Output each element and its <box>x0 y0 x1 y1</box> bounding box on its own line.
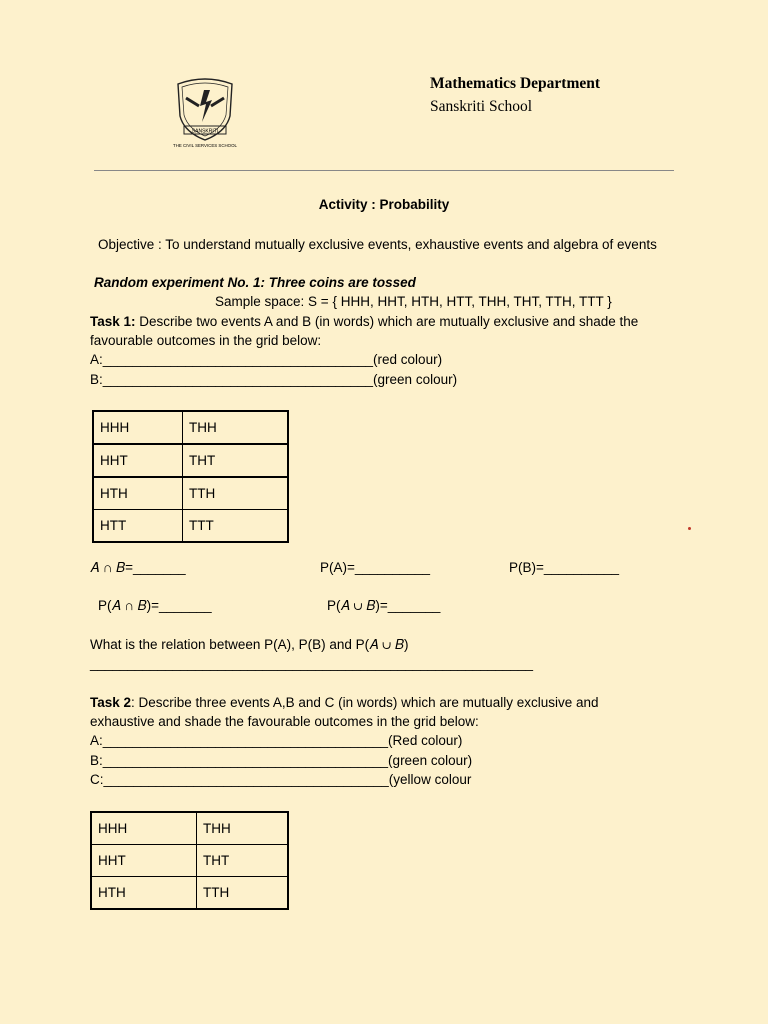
table-row <box>93 444 288 477</box>
sample-space: Sample space: S = { HHH, HHT, HTH, HTT, THH, THT, TTH, TTT } <box>215 294 612 309</box>
probability-a-blank: P(A)=__________ <box>320 560 430 575</box>
header-divider <box>94 170 674 171</box>
task1-description-line1 <box>90 314 638 329</box>
probability-b-blank: P(B)=__________ <box>509 560 619 575</box>
task2-label: Task 2 <box>90 695 132 710</box>
task1-text1: Describe two events A and B (in words) which are mutually exclusive and shade the <box>135 314 639 329</box>
table-row <box>93 477 288 510</box>
table-row <box>91 812 288 845</box>
logo-motto-text: THE CIVIL SERVICES SCHOOL <box>173 143 237 148</box>
school-crest-logo <box>166 76 244 150</box>
grid-cell[interactable]: HHH <box>91 812 197 845</box>
probability-intersection-blank: P(𝐴 ∩ 𝐵)=_______ <box>98 598 212 613</box>
table-row <box>91 877 288 910</box>
activity-title: Activity : Probability <box>318 197 450 212</box>
task1-outcome-grid <box>92 410 289 543</box>
grid-cell[interactable]: THH <box>197 812 289 845</box>
probability-union-blank: P(𝐴 ∪ 𝐵)=_______ <box>327 598 441 613</box>
task2-text1: : Describe three events A,B and C (in words) which are mutually exclusive and <box>131 695 599 710</box>
task2-event-c-line: C:______________________________________(yellow colour <box>90 772 472 787</box>
grid-cell[interactable]: HTH <box>91 877 197 910</box>
logo-name-text: SANSKRITI <box>191 128 219 135</box>
task1-event-a-line: A:____________________________________(red colour) <box>90 352 443 367</box>
grid-cell[interactable]: HHT <box>93 444 183 477</box>
task1-label: Task 1: <box>90 314 136 329</box>
table-row <box>93 510 288 543</box>
school-name: Sanskriti School <box>430 98 533 115</box>
table-row <box>93 411 288 444</box>
grid-cell[interactable]: HTT <box>93 510 183 543</box>
grid-cell[interactable]: THT <box>183 444 289 477</box>
intersection-blank: 𝐴 ∩ 𝐵=_______ <box>90 560 186 575</box>
grid-cell[interactable]: TTH <box>183 477 289 510</box>
grid-cell[interactable]: TTT <box>183 510 289 543</box>
objective-text: Objective : To understand mutually exclusive events, exhaustive events and algebra of events <box>98 237 657 252</box>
relation-answer-line: ___________________________________________________________ <box>90 656 533 671</box>
task2-description-line1 <box>90 695 599 710</box>
experiment-heading: Random experiment No. 1: Three coins are tossed <box>94 275 416 290</box>
red-dot-mark <box>688 527 691 530</box>
task1-event-b-line: B:____________________________________(green colour) <box>90 372 458 387</box>
task1-description-line2: favourable outcomes in the grid below: <box>90 333 322 348</box>
table-row <box>91 845 288 877</box>
grid-cell[interactable]: THT <box>197 845 289 877</box>
task2-event-b-line: B:______________________________________(green colour) <box>90 753 473 768</box>
task2-description-line2: exhaustive and shade the favourable outcomes in the grid below: <box>90 714 479 729</box>
grid-cell[interactable]: HHT <box>91 845 197 877</box>
task2-event-a-line: A:______________________________________(Red colour) <box>90 733 463 748</box>
grid-cell[interactable]: HHH <box>93 411 183 444</box>
grid-cell[interactable]: TTH <box>197 877 289 910</box>
department-heading: Mathematics Department <box>430 75 601 92</box>
task2-outcome-grid <box>90 811 289 910</box>
relation-question: What is the relation between P(A), P(B) and P(𝐴 ∪ 𝐵) <box>90 637 409 652</box>
grid-cell[interactable]: THH <box>183 411 289 444</box>
grid-cell[interactable]: HTH <box>93 477 183 510</box>
